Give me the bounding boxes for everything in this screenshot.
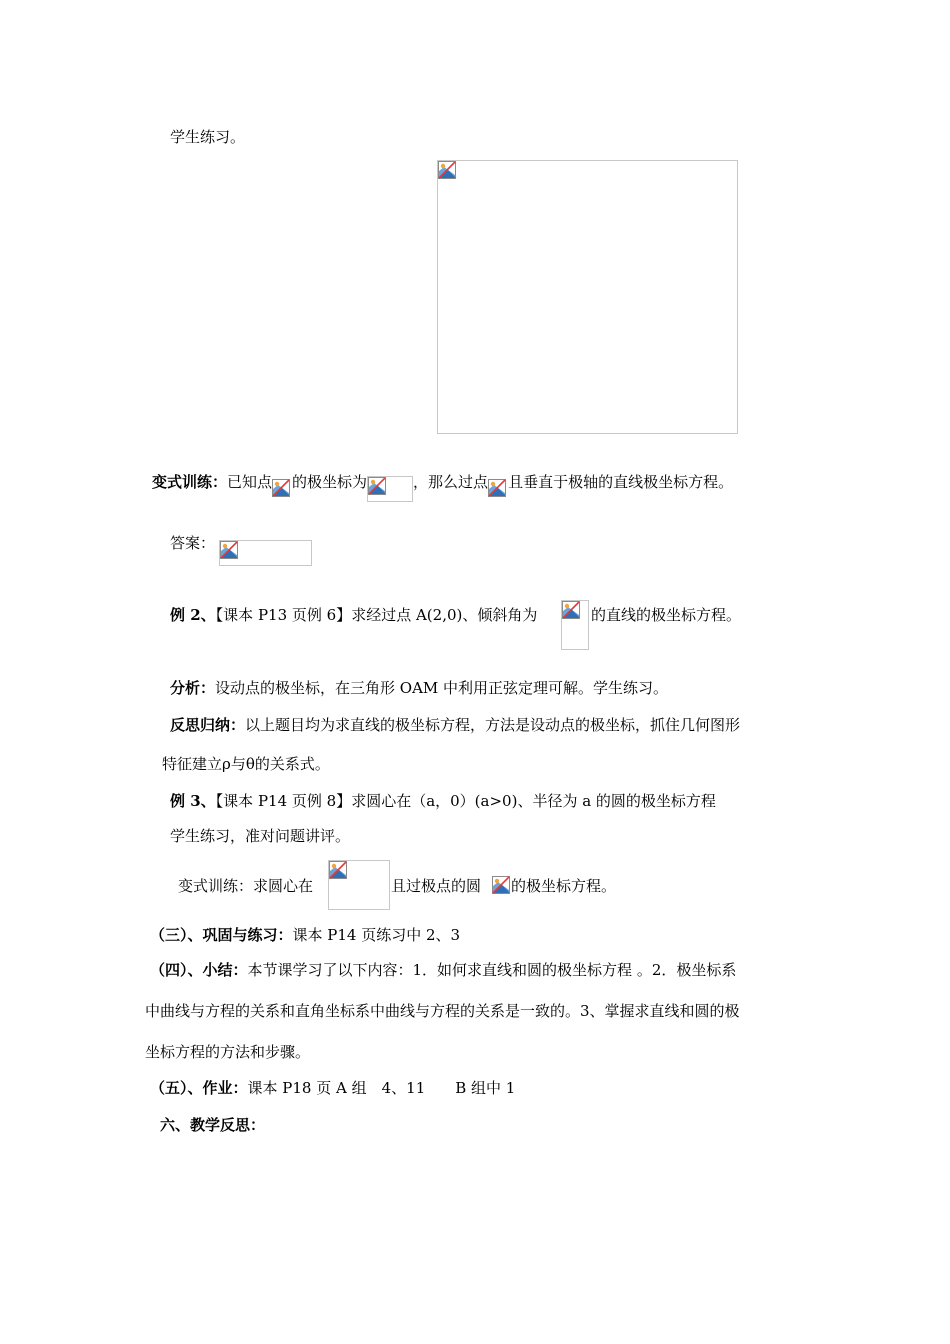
section-5	[150, 1077, 515, 1099]
example-2-label: 例 2、	[170, 606, 216, 624]
example-3-practice: 学生练习，准对问题讲评。	[170, 827, 351, 845]
section-3-text: 课本 P14 页练习中 2、3	[292, 926, 461, 944]
analysis-text: 设动点的极坐标，在三角形 OAM 中利用正弦定理可解。学生练习。	[215, 679, 669, 697]
section-5-text: 课本 P18 页 A 组 4、11 B 组中 1	[247, 1079, 516, 1097]
variant-text-4: 且垂直于极轴的直线极坐标方程。	[508, 473, 734, 491]
reflection-text-1: 以上题目均为求直线的极坐标方程，方法是设动点的极坐标，抓住几何图形	[245, 716, 741, 734]
example-2	[170, 604, 537, 626]
formula-image-point-2	[488, 479, 508, 499]
formula-image-point	[272, 479, 292, 499]
broken-image-icon	[220, 541, 238, 559]
broken-image-icon	[562, 601, 580, 619]
variant2-text-1: 变式训练：求圆心在	[178, 877, 314, 895]
section-4-text-1: 本节课学习了以下内容：1．如何求直线和圆的极坐标方程 。2．极坐标系	[247, 961, 737, 979]
example-3-text: 【课本 P14 页例 8】求圆心在（a，0）(a>0)、半径为 a 的圆的极坐标方程	[215, 792, 716, 810]
example-2-text-1: 【课本 P13 页例 6】求经过点 A(2,0)、倾斜角为	[215, 606, 538, 624]
broken-image-icon	[488, 479, 506, 497]
example-2-text-2: 的直线的极坐标方程。	[591, 606, 742, 624]
center-formula-image	[328, 860, 390, 910]
example-3	[170, 790, 716, 812]
section-6-heading: 六、教学反思：	[160, 1116, 266, 1134]
answer-label: 答案：	[170, 534, 216, 552]
section-4-line-1	[150, 959, 736, 981]
section-4-line-2: 中曲线与方程的关系和直角坐标系中曲线与方程的关系是一致的。3、掌握求直线和圆的极	[145, 1002, 740, 1020]
student-practice-text: 学生练习。	[170, 128, 246, 146]
variant-text-3: ，那么过点	[413, 473, 489, 491]
broken-image-icon	[368, 477, 386, 495]
variant-text-2: 的极坐标为	[292, 473, 368, 491]
variant-training-1	[152, 470, 733, 496]
variant2-text-3: 的极坐标方程。	[511, 877, 617, 895]
broken-image-icon	[329, 861, 347, 879]
section-3	[150, 924, 460, 946]
diagram-image-placeholder	[437, 160, 738, 434]
section-4-label: （四）、小结：	[150, 961, 248, 979]
reflection-line-1	[170, 714, 740, 736]
example-3-label: 例 3、	[170, 792, 216, 810]
variant2-text-2: 且过极点的圆	[391, 877, 482, 895]
broken-image-icon	[438, 161, 456, 179]
reflection-line-2: 特征建立ρ与θ的关系式。	[162, 755, 330, 773]
angle-formula-image	[561, 600, 589, 650]
broken-image-icon	[272, 479, 290, 497]
section-5-label: （五）、作业：	[150, 1079, 248, 1097]
broken-image-icon	[492, 876, 510, 894]
variant-label: 变式训练：	[152, 473, 228, 491]
section-3-label: （三）、巩固与练习：	[150, 926, 293, 944]
formula-image-coords	[367, 476, 413, 502]
reflection-label: 反思归纳：	[170, 716, 246, 734]
analysis	[170, 677, 668, 699]
variant-text-1: 已知点	[227, 473, 273, 491]
section-4-line-3: 坐标方程的方法和步骤。	[145, 1043, 311, 1061]
analysis-label: 分析：	[170, 679, 216, 697]
answer-formula-image	[219, 540, 312, 566]
